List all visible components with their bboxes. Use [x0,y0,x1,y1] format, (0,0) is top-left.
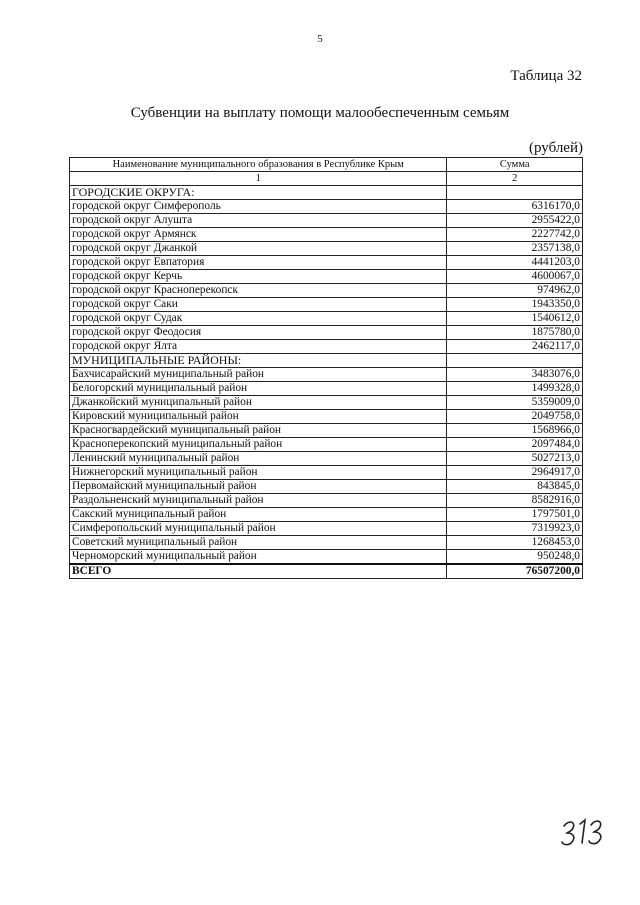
cell-name: городской округ Алушта [70,214,447,228]
cell-value: 7319923,0 [447,522,583,536]
handwritten-page-mark [560,812,610,852]
cell-name: городской округ Джанкой [70,242,447,256]
cell-value: 3483076,0 [447,368,583,382]
cell-name: ГОРОДСКИЕ ОКРУГА: [70,186,447,200]
cell-value: 2049758,0 [447,410,583,424]
table-row [70,466,583,480]
cell-value: 1568966,0 [447,424,583,438]
section-heading-row [70,354,583,368]
cell-name: городской округ Саки [70,298,447,312]
table-row [70,424,583,438]
column-number-row [70,172,583,186]
cell-name: городской округ Судак [70,312,447,326]
table-row [70,438,583,452]
section-heading-row [70,186,583,200]
cell-name: Джанкойский муниципальный район [70,396,447,410]
cell-value [447,354,583,368]
table-row [70,382,583,396]
cell-value [447,186,583,200]
total-row [70,564,583,579]
cell-value: 2357138,0 [447,242,583,256]
cell-value: 1540612,0 [447,312,583,326]
cell-value: 6316170,0 [447,200,583,214]
cell-name: Белогорский муниципальный район [70,382,447,396]
cell-name: Раздольненский муниципальный район [70,494,447,508]
cell-value: 950248,0 [447,550,583,565]
column-number-2: 2 [447,172,583,186]
cell-value: 1499328,0 [447,382,583,396]
cell-name: городской округ Симферополь [70,200,447,214]
cell-name: городской округ Феодосия [70,326,447,340]
unit-label: (рублей) [528,140,583,156]
table-row [70,522,583,536]
cell-name: Нижнегорский муниципальный район [70,466,447,480]
table-row [70,396,583,410]
cell-name: городской округ Ялта [70,340,447,354]
cell-name: городской округ Армянск [70,228,447,242]
table-row [70,452,583,466]
table-row [70,298,583,312]
table-row [70,214,583,228]
cell-value: 5027213,0 [447,452,583,466]
table-row [70,494,583,508]
column-header-name: Наименование муниципального образования в Республике Крым [70,158,447,172]
table-row [70,200,583,214]
table-row [70,508,583,522]
cell-name: городской округ Красноперекопск [70,284,447,298]
cell-value: 1943350,0 [447,298,583,312]
cell-name: Первомайский муниципальный район [70,480,447,494]
table-row [70,536,583,550]
table-row [70,550,583,565]
cell-name: городской округ Керчь [70,270,447,284]
cell-name: Кировский муниципальный район [70,410,447,424]
cell-value: 2097484,0 [447,438,583,452]
document-title: Субвенции на выплату помощи малообеспеченным семьям [130,105,510,121]
cell-value: 4600067,0 [447,270,583,284]
cell-name: Симферопольский муниципальный район [70,522,447,536]
table-row [70,480,583,494]
cell-value: 4441203,0 [447,256,583,270]
table-row [70,326,583,340]
cell-name: Красноперекопский муниципальный район [70,438,447,452]
cell-value: 1797501,0 [447,508,583,522]
cell-name: Бахчисарайский муниципальный район [70,368,447,382]
table-row [70,256,583,270]
cell-value: 76507200,0 [447,564,583,579]
cell-name: Черноморский муниципальный район [70,550,447,565]
table-row [70,312,583,326]
cell-name: ВСЕГО [70,564,447,579]
cell-name: городской округ Евпатория [70,256,447,270]
page-number: 5 [317,33,323,45]
table-row [70,368,583,382]
column-number-1: 1 [70,172,447,186]
table-row [70,228,583,242]
cell-value: 8582916,0 [447,494,583,508]
table-row [70,284,583,298]
cell-name: Ленинский муниципальный район [70,452,447,466]
cell-value: 1268453,0 [447,536,583,550]
cell-name: Сакский муниципальный район [70,508,447,522]
table-header-row [70,158,583,172]
cell-value: 2955422,0 [447,214,583,228]
cell-value: 2462117,0 [447,340,583,354]
table-row [70,340,583,354]
cell-value: 1875780,0 [447,326,583,340]
handwritten-mark-drawing [560,812,610,852]
table-number: Таблица 32 [510,68,582,84]
table-row [70,410,583,424]
column-header-sum: Сумма [447,158,583,172]
cell-value: 974962,0 [447,284,583,298]
cell-name: Советский муниципальный район [70,536,447,550]
cell-value: 2964917,0 [447,466,583,480]
cell-value: 5359009,0 [447,396,583,410]
cell-name: МУНИЦИПАЛЬНЫЕ РАЙОНЫ: [70,354,447,368]
cell-value: 843845,0 [447,480,583,494]
cell-name: Красногвардейский муниципальный район [70,424,447,438]
subsidy-table [69,157,583,579]
table-row [70,242,583,256]
cell-value: 2227742,0 [447,228,583,242]
table-row [70,270,583,284]
